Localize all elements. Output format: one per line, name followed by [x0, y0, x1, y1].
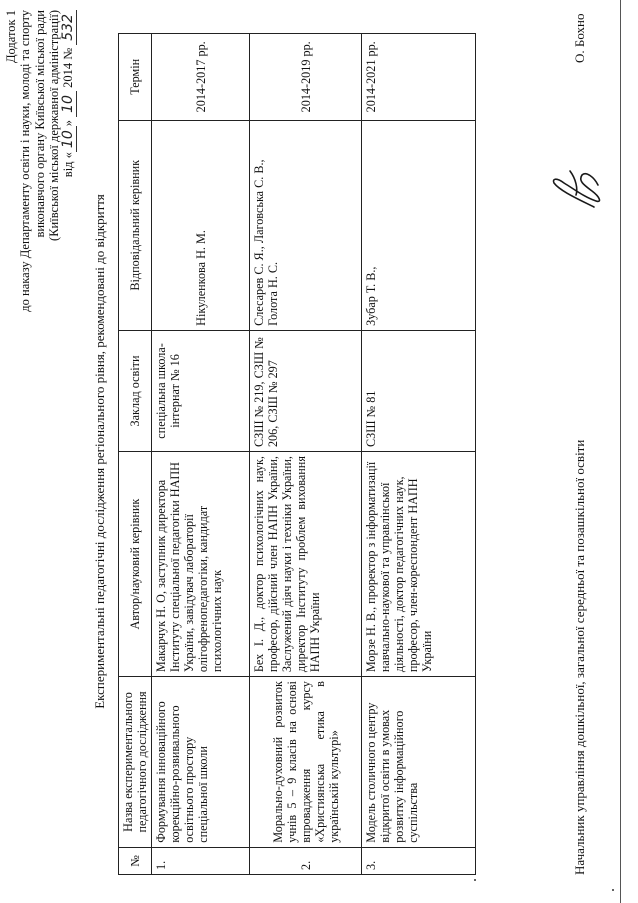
table-row	[250, 34, 362, 875]
cell-school: спеціальна школа-інтернат № 16	[152, 330, 250, 451]
appendix-label: Додаток 1	[4, 10, 18, 63]
issuer-line-parenthetical: (Київської міської державної адміністрації)	[46, 10, 61, 241]
date-month: 10	[60, 91, 77, 117]
header-research-name: Назва експериментального педагогічного дослідження	[119, 677, 152, 848]
header-number: №	[119, 847, 152, 874]
cell-research-name: Формування інноваційного корекційно-розвивального освітнього простору спеціальної школи	[152, 677, 250, 848]
issuer-line: виконавчого органу Київської міської ради	[32, 10, 47, 238]
table-row	[152, 34, 250, 875]
scan-speck	[612, 889, 614, 891]
cell-manager: Зубар Т. В.,	[362, 120, 476, 330]
cell-term: 2014-2021 рр.	[362, 34, 476, 121]
appendix-header	[4, 10, 75, 312]
cell-author: Морзе Н. В., проректор з інформатизації навчально-наукової та управлінської діяльності, доктор педагогічних наук, професор, член-кореспондент НАПН України	[362, 452, 476, 677]
scan-speck	[474, 879, 476, 881]
date-mid: »	[61, 120, 76, 127]
order-reference-line: до наказу Департаменту освіти і науки, молоді та спорту	[18, 10, 33, 312]
cell-school: СЗШ № 219, СЗШ № 206, СЗШ № 297	[250, 330, 362, 451]
cell-author: Макарчук Н. О, заступник директора Інституту спеціальної педагогіки НАПН України, завідувач лабораторії олігофренопедагогіки, кандидат психологічних наук	[152, 452, 250, 677]
order-date-line	[61, 10, 75, 312]
cell-research-name: Морально-духовний розвиток учнів 5 – 9 класів на основі впровадження курсу «Християнська етика в українській культурі»	[250, 677, 362, 848]
cell-term: 2014-2017 рр.	[152, 34, 250, 121]
header-author: Автор/науковий керівник	[119, 452, 152, 677]
table-row	[362, 34, 476, 875]
research-table	[118, 33, 476, 875]
cell-research-name: Модель столичного центру відкритої освіти в умовах розвитку інформаційного суспільства	[362, 677, 476, 848]
document-title: Експериментальні педагогічні дослідження регіонального рівня, рекомендовані до відкриття	[92, 194, 107, 709]
cell-author: Бех І. Д., доктор психологічних наук, професор, дійсний член НАПН України, Заслужений діяч науки і техніки України, директор Інституту проблем виховання НАПН України	[250, 452, 362, 677]
cell-school: СЗШ № 81	[362, 330, 476, 451]
date-prefix: від «	[61, 152, 76, 178]
order-number: 532	[60, 10, 77, 45]
cell-number: 2.	[250, 847, 362, 874]
signatory-position: Начальник управління дошкільної, загальної середньої та позашкільної освіти	[572, 439, 587, 875]
cell-manager: Нікуленкова Н. М.	[152, 120, 250, 330]
signatory-name: О. Бохно	[572, 13, 587, 63]
header-school: Заклад освіти	[119, 330, 152, 451]
date-day: 10	[60, 126, 77, 152]
cell-manager: Слесарев С. Я., Лаговська С. В., Голота Н. С.	[250, 120, 362, 330]
scan-edge-line	[620, 0, 621, 903]
date-year-number-label: 2014 №	[61, 47, 76, 88]
cell-number: 3.	[362, 847, 476, 874]
header-term: Термін	[119, 34, 152, 121]
cell-number: 1.	[152, 847, 250, 874]
cell-term: 2014-2019 рр.	[250, 34, 362, 121]
header-manager: Відповідальний керівник	[119, 120, 152, 330]
table-header-row	[119, 34, 152, 875]
handwritten-signature	[548, 165, 608, 213]
